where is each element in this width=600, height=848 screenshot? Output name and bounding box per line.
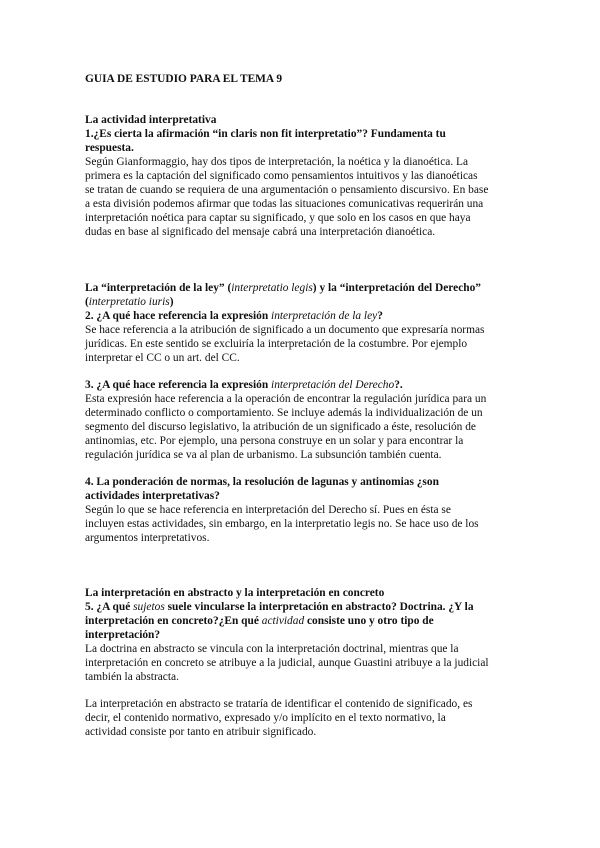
question-part: 2. ¿A qué hace referencia la expresión bbox=[85, 310, 272, 322]
question-5-line-3: interpretación? bbox=[85, 629, 161, 641]
answer-line: actividad consiste por tanto en atribuir significado. bbox=[85, 726, 317, 738]
heading-part: La “interpretación de la ley” ( bbox=[85, 282, 232, 294]
question-part-italic: actividad bbox=[261, 615, 305, 627]
answer-line: Según lo que se hace referencia en interpretación del Derecho sí. Pues en ésta se bbox=[85, 504, 451, 516]
answer-line: Según Gianformaggio, hay dos tipos de interpretación, la noética y la dianoética. La bbox=[85, 156, 469, 168]
question-part: 5. ¿A qué bbox=[85, 601, 134, 613]
question-part: ? bbox=[377, 310, 383, 322]
heading-part: ) bbox=[169, 296, 174, 308]
section-heading-line-2 bbox=[85, 295, 174, 309]
answer-line: se tratan de cuando se requiera de una argumentación o pensamiento discursivo. En base bbox=[85, 184, 489, 196]
answer-line: antinomias, etc. Por ejemplo, una persona construye en un solar y para encontrar la bbox=[85, 435, 464, 447]
question-1-line-2: respuesta. bbox=[85, 142, 134, 154]
question-part: consiste uno y otro tipo de bbox=[304, 615, 434, 627]
answer-line: determinado conflicto o comportamiento. Se incluye además la individualización de un bbox=[85, 407, 483, 419]
question-5-line-2 bbox=[85, 614, 434, 628]
answer-line: interpretar el CC o un art. del CC. bbox=[85, 352, 240, 364]
question-2 bbox=[85, 309, 383, 323]
question-part-italic: sujetos bbox=[133, 601, 165, 613]
answer-line: a esta división podemos afirmar que todas las situaciones comunicativas requerirán una bbox=[85, 198, 484, 210]
answer-line: La interpretación en abstracto se trataría de identificar el contenido de significado, es bbox=[85, 698, 473, 710]
section-heading: La actividad interpretativa bbox=[85, 114, 217, 126]
answer-line: primera es la captación del significado como pensamientos intuitivos y las dianoéticas bbox=[85, 170, 478, 182]
answer-line: interpretación en concreto se atribuye a la judicial, aunque Guastini atribuye a la judicial bbox=[85, 657, 489, 669]
answer-line: jurídicas. En este sentido se excluiría la interpretación de la costumbre. Por ejemplo bbox=[85, 338, 468, 350]
answer-line: regulación jurídica se va al plan de urbanismo. La subsunción también cuenta. bbox=[85, 449, 442, 461]
page-title: GUIA DE ESTUDIO PARA EL TEMA 9 bbox=[85, 73, 283, 85]
answer-line: decir, el contenido normativo, expresado y/o implícito en el texto normativo, la bbox=[85, 712, 446, 724]
question-3 bbox=[85, 378, 403, 392]
question-part: suele vincularse la interpretación en abstracto? Doctrina. ¿Y la bbox=[164, 601, 474, 613]
heading-part: ( bbox=[85, 296, 89, 308]
section-heading: La interpretación en abstracto y la interpretación en concreto bbox=[85, 587, 385, 599]
heading-part: ) y la “interpretación del Derecho” bbox=[312, 282, 481, 294]
question-part: ?. bbox=[394, 379, 403, 391]
question-part-italic: interpretación del Derecho bbox=[271, 379, 395, 391]
answer-line: también la abstracta. bbox=[85, 671, 179, 683]
answer-line: segmento del discurso legislativo, la atribución de un significado a éste, resolución de bbox=[85, 421, 476, 433]
question-part: 3. ¿A qué hace referencia la expresión bbox=[85, 379, 272, 391]
answer-line: Esta expresión hace referencia a la operación de encontrar la regulación jurídica para un bbox=[85, 393, 487, 405]
question-part-italic: interpretación de la ley bbox=[271, 310, 378, 322]
question-1-line-1: 1.¿Es cierta la afirmación “in claris non fit interpretatio”? Fundamenta tu bbox=[85, 128, 446, 140]
question-5-line-1 bbox=[85, 600, 474, 614]
question-4-line-2: actividades interpretativas? bbox=[85, 490, 220, 502]
question-4-line-1: 4. La ponderación de normas, la resolución de lagunas y antinomias ¿son bbox=[85, 476, 439, 488]
question-part: interpretación en concreto?¿En qué bbox=[85, 615, 262, 627]
answer-line: interpretación noética para captar su significado, y que solo en los casos en que haya bbox=[85, 212, 471, 224]
answer-line: La doctrina en abstracto se vincula con la interpretación doctrinal, mientras que la bbox=[85, 643, 459, 655]
answer-line: dudas en base al significado del mensaje cabrá una interpretación dianoética. bbox=[85, 226, 436, 238]
answer-line: argumentos interpretativos. bbox=[85, 532, 210, 544]
answer-line: Se hace referencia a la atribución de significado a un documento que expresaría normas bbox=[85, 324, 485, 336]
heading-part-italic: interpretatio iuris bbox=[88, 296, 170, 308]
section-heading-line-1 bbox=[85, 281, 481, 295]
heading-part-italic: interpretatio legis bbox=[231, 282, 313, 294]
answer-line: incluyen estas actividades, sin embargo, en la interpretatio legis no. Se hace uso de los bbox=[85, 518, 479, 530]
